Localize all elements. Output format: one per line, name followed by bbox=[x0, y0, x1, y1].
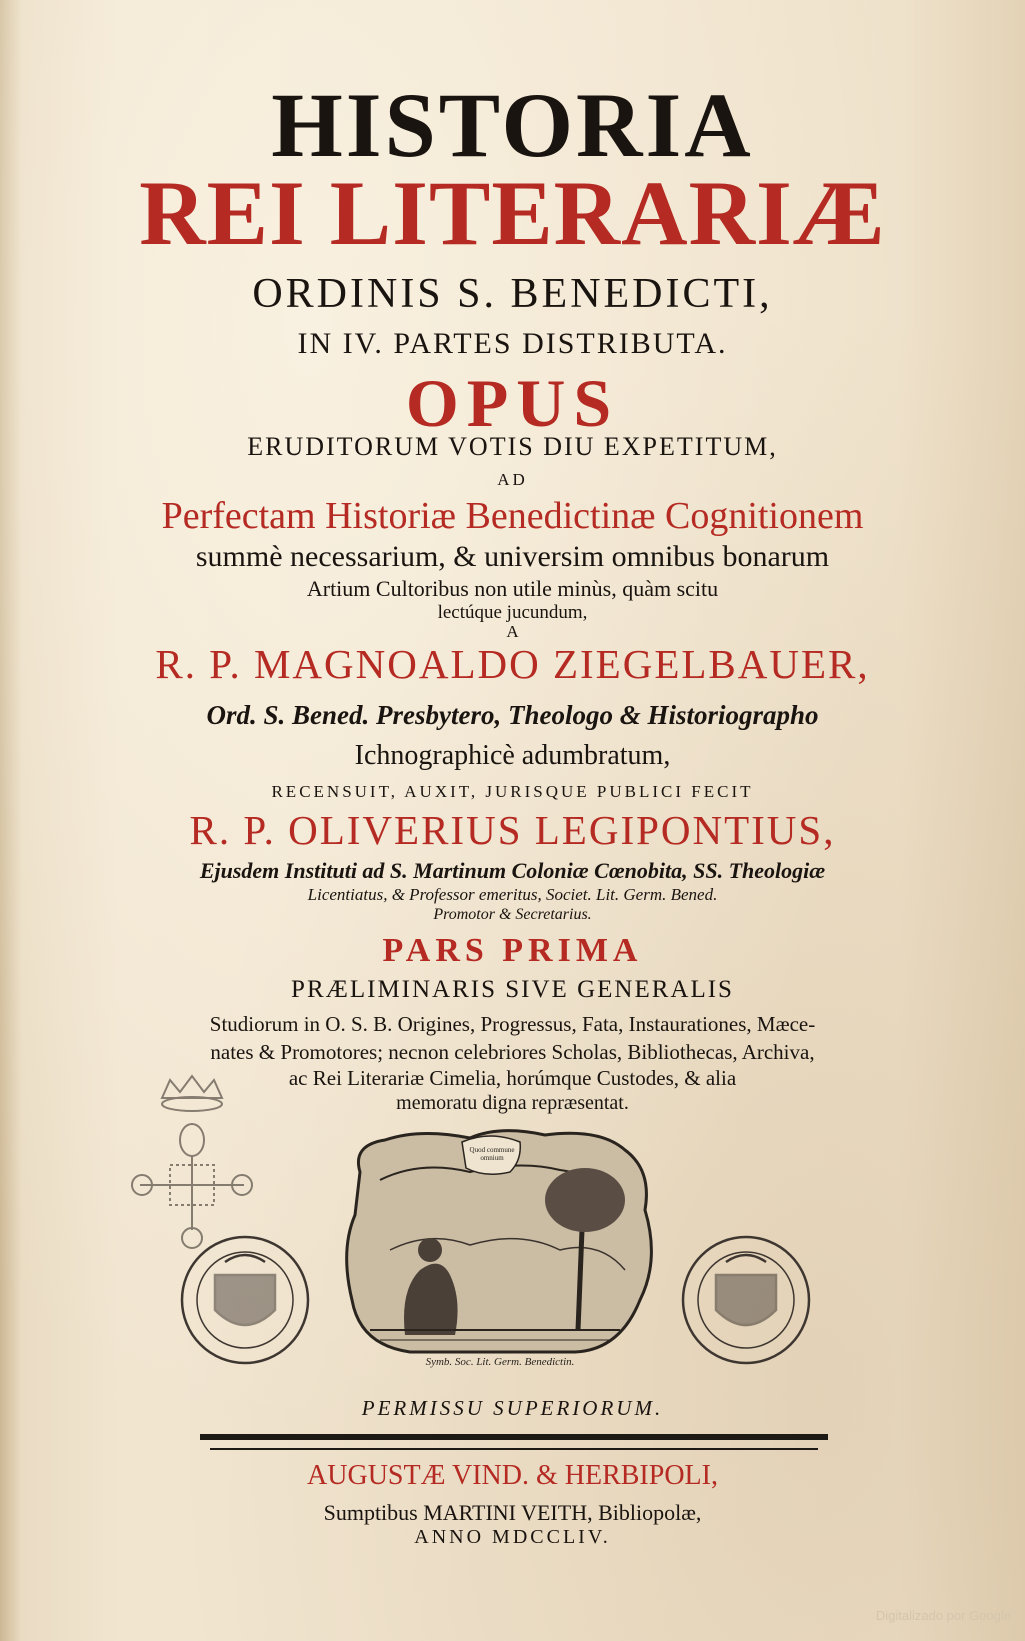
imprint-year: ANNO MDCCLIV. bbox=[414, 1526, 611, 1548]
title-line-2: REI LITERARIÆ bbox=[139, 162, 886, 264]
imprint-publisher: Sumptibus MARTINI VEITH, Bibliopolæ, bbox=[323, 1500, 702, 1525]
thin-rule bbox=[210, 1448, 818, 1450]
part-desc-3: ac Rei Literariæ Cimelia, horúmque Custodes, & alia bbox=[288, 1066, 737, 1090]
title-line-1: HISTORIA bbox=[271, 74, 754, 176]
editor-name: R. P. OLIVERIUS LEGIPONTIUS, bbox=[189, 807, 836, 853]
author-work: Ichnographicè adumbratum, bbox=[354, 740, 671, 771]
left-seal-icon bbox=[182, 1237, 308, 1363]
description-line-2: Perfectam Historiæ Benedictinæ Cognitionem bbox=[161, 495, 864, 537]
description-line-5: lectúque jucundum, bbox=[437, 602, 588, 623]
opus-heading: OPUS bbox=[405, 365, 620, 441]
editor-intro: RECENSUIT, AUXIT, JURISQUE PUBLICI FECIT bbox=[271, 782, 754, 801]
imprint-place: AUGUSTÆ VIND. & HERBIPOLI, bbox=[307, 1460, 718, 1491]
editor-role-1: Ejusdem Instituti ad S. Martinum Coloniæ Cœnobita, SS. Theologiæ bbox=[199, 858, 826, 883]
thick-rule bbox=[200, 1434, 828, 1440]
description-line-4: Artium Cultoribus non utile minùs, quàm scitu bbox=[306, 576, 719, 601]
description-a: A bbox=[506, 622, 519, 641]
part-desc-4: memoratu digna repræsentat. bbox=[396, 1092, 629, 1114]
engraved-vignette-icon bbox=[347, 1131, 652, 1352]
editor-role-2: Licentiatus, & Professor emeritus, Societ. Lit. Germ. Bened. bbox=[307, 885, 718, 904]
author-role: Ord. S. Bened. Presbytero, Theologo & Historiographo bbox=[206, 700, 819, 730]
part-subtitle: PRÆLIMINARIS SIVE GENERALIS bbox=[291, 976, 734, 1003]
subtitle-order: ORDINIS S. BENEDICTI, bbox=[252, 271, 773, 317]
permission-line: PERMISSU SUPERIORUM. bbox=[361, 1396, 664, 1420]
part-label: PARS PRIMA bbox=[382, 932, 643, 969]
description-ad: AD bbox=[497, 470, 528, 489]
description-line-3: summè necessarium, & universim omnibus bonarum bbox=[195, 540, 830, 573]
description-line-1: ERUDITORUM VOTIS DIU EXPETITUM, bbox=[247, 432, 778, 461]
vignette-caption: Symb. Soc. Lit. Germ. Benedictin. bbox=[425, 1356, 575, 1368]
digitization-watermark: Digitalizado por Google bbox=[875, 1608, 1011, 1623]
part-desc-1: Studiorum in O. S. B. Origines, Progressus, Fata, Instaurationes, Mæce- bbox=[209, 1012, 816, 1036]
crown-stamp-icon bbox=[132, 1076, 252, 1248]
subtitle-parts: IN IV. PARTES DISTRIBUTA. bbox=[297, 327, 728, 360]
vignette-motto: Quod commune omnium bbox=[469, 1146, 515, 1162]
editor-role-3: Promotor & Secretarius. bbox=[433, 906, 592, 923]
part-desc-2: nates & Promotores; necnon celebriores Scholas, Bibliothecas, Archiva, bbox=[210, 1040, 815, 1064]
right-seal-icon bbox=[683, 1237, 809, 1363]
author-name: R. P. MAGNOALDO ZIEGELBAUER, bbox=[155, 641, 870, 687]
